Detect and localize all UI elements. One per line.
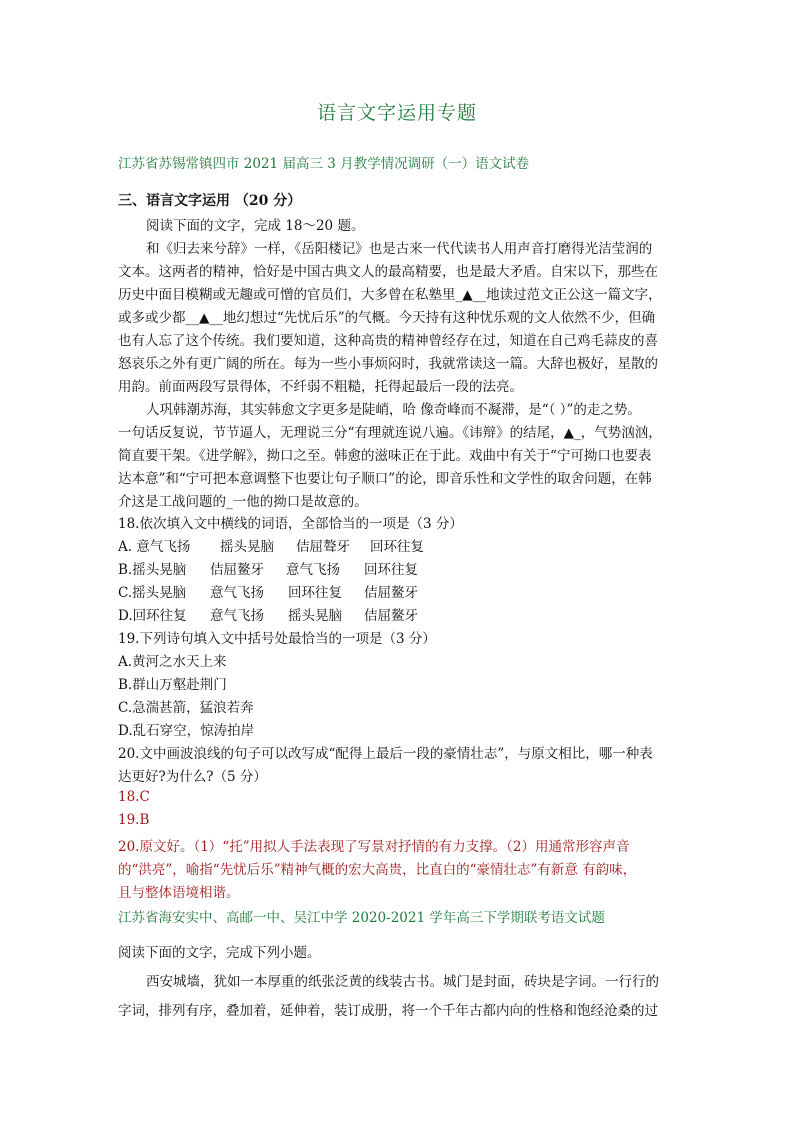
section-heading: 三、语言文字运用 （20 分）	[118, 193, 302, 209]
passage1-line: 也有人忘了这个传统。我们要知道，这种高贵的精神曾经存在过，知道在自己鸡毛蒜皮的喜	[118, 333, 658, 349]
answer-20: 20.原文好。（1）“托”用拟人手法表现了写景对抒情的有力支撑。（2）用通常形容声音	[118, 839, 630, 855]
passage2-line: 一句话反复说，节节逼人，无理说三分“有理就连说八遍。《讳辩》的结尾，▲_，气势汹汹，	[118, 425, 662, 441]
question-19-option-d: D.乱石穿空，惊涛拍岸	[118, 723, 255, 739]
instruction-1: 阅读下面的文字，完成 18～20 题。	[146, 218, 365, 234]
source-heading-1: 江苏省苏锡常镇四市 2021 届高三 3 月教学情况调研（一）语文试卷	[118, 156, 530, 172]
passage2-line: 人巩韩潮苏海，其实韩愈文字更多是陡峭，哈 像奇峰而不凝滞，是“（ ）”的走之势。	[146, 402, 641, 418]
question-19-option-b: B.群山万壑赴荆门	[118, 677, 227, 693]
passage1-line: 用韵。前面两段写景得体，不纤弱不粗糙，托得起最后一段的法亮。	[118, 379, 523, 395]
question-18-option-c: C.摇头晃脑 意气飞扬 回环往复 佶屈鳌牙	[118, 585, 418, 601]
source-heading-2: 江苏省海安实中、高邮一中、吴江中学 2020-2021 学年高三下学期联考语文试题	[118, 910, 605, 926]
passage1-line: 文本。这两者的精神，恰好是中国古典文人的最高精要，也是最大矛盾。自宋以下，那些在	[118, 264, 658, 280]
answer-20: 的“洪亮”，喻指“先忧后乐”精神气概的宏大高贵，比直白的“豪情壮志”有新意 有韵味，	[118, 862, 637, 878]
question-19-option-a: A.黄河之水天上来	[118, 654, 227, 670]
passage1-line: 怒哀乐之外有更广阔的所在。每为一些小事烦闷时，我就常读这一篇。大辞也极好，星散的	[118, 356, 658, 372]
passage3-line: 字词，排列有序，叠加着，延伸着，装订成册，将一个千年古都内向的性格和饱经沧桑的过	[118, 1003, 658, 1019]
answer-19: 19.B	[118, 812, 150, 828]
passage1-line: 或多或少都__▲__地幻想过“先忧后乐”的气概。今天持有这种忧乐观的文人依然不少，但确	[118, 310, 656, 326]
instruction-2: 阅读下面的文字，完成下列小题。	[118, 945, 321, 961]
question-20-stem: 20.文中画波浪线的句子可以改写成“配得上最后一段的豪情壮志”，与原文相比，哪一种表	[118, 746, 653, 762]
question-18-stem: 18.依次填入文中横线的词语，全部恰当的一项是（3 分）	[118, 516, 463, 532]
question-18-option-d: D.回环往复 意气飞扬 摇头晃脑 佶屈鳌牙	[118, 608, 418, 624]
answer-18: 18.C	[118, 789, 150, 805]
question-19-stem: 19.下列诗句填入文中括号处最恰当的一项是（3 分）	[118, 631, 436, 647]
passage2-line: 达本意”和“宁可把本意调整下也要让句子顺口”的论，即音乐性和文学性的取舍问题，在韩	[118, 471, 652, 487]
question-18-option-a: A. 意气飞扬 摇头晃脑 佶屈聱牙 回环往复	[118, 539, 424, 555]
question-18-option-b: B.摇头晃脑 佶屈鳌牙 意气飞扬 回环往复	[118, 562, 418, 578]
question-19-option-c: C.急湍甚箭，猛浪若奔	[118, 700, 254, 716]
passage1-line: 和《归去来兮辞》一样，《岳阳楼记》也是古来一代代读书人用声音打磨得光洁莹润的	[146, 241, 653, 257]
page-title: 语言文字运用专题	[316, 102, 477, 124]
passage2-line: 介这是工战问题的_一他的拗口是故意的。	[118, 494, 368, 510]
passage1-line: 历史中面目模糊或无趣或可憎的官员们，大多曾在私塾里_▲__地读过范文正公这一篇文字，	[118, 287, 662, 303]
question-20-stem: 达更好?为什么?（5 分）	[118, 769, 267, 785]
passage3-line: 西安城墙，犹如一本厚重的纸张泛黄的线装古书。城门是封面，砖块是字词。一行行的	[146, 974, 659, 990]
answer-20: 且与整体语境相谐。	[118, 885, 240, 901]
passage2-line: 简直要干架。《进学解》，拗口之至。韩愈的滋味正在于此。戏曲中有关于“宁可拗口也要表	[118, 448, 652, 464]
